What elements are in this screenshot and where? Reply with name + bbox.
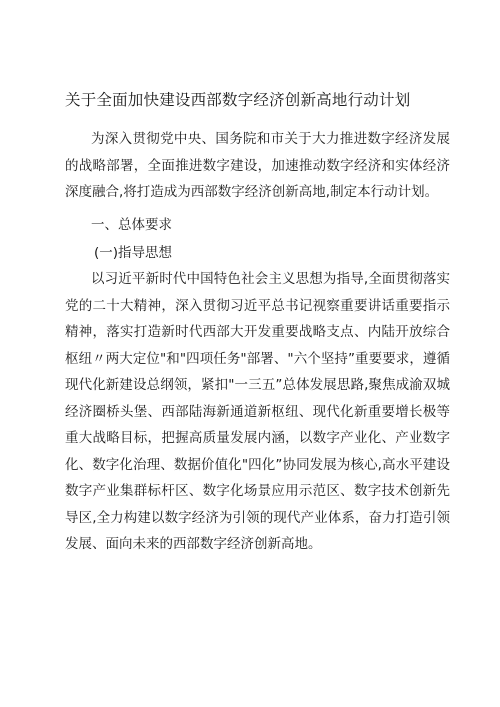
section-heading-general-requirements: 一、总体要求 — [91, 217, 172, 233]
subsection-heading-guiding-ideology: (一)指导思想 — [94, 245, 173, 261]
intro-paragraph: 为深入贯彻党中央、国务院和市关于大力推进数字经济发展的战略部署，全面推进数字建设，加速推动数字经济和实体经济深度融合,将打造成为西部数字经济创新高地,制定本行动计划。 — [65, 131, 450, 200]
guiding-ideology-paragraph: 以习近平新时代中国特色社会主义思想为指导,全面贯彻落实党的二十大精神，深入贯彻习近平总书记视察重要讲话重要指示精神，落实打造新时代西部大开发重要战略支点、内陆开放综合枢纽〃两大定位"和"四项任务"部署、"六个坚持”重要要求，遵循现代化新建设总纲领，紧扣"一三五”总体发展思路,聚焦成渝双城经济圈桥头堡、西部陆海新通道新枢纽、现代化新重要增长极等重大战略目标，把握高质量发展内涵，以数字产业化、产业数字化、数字化治理、数据价值化"四化”协同发展为核心,高水平建设数字产业集群标杆区、数字化场景应用示范区、数字技术创新先导区,全力构建以数字经济为引领的现代产业体系，奋力打造引领发展、面向未来的西部数字经济创新高地。 — [65, 271, 450, 552]
document-title: 关于全面加快建设西部数字经济创新高地行动计划 — [65, 91, 411, 109]
